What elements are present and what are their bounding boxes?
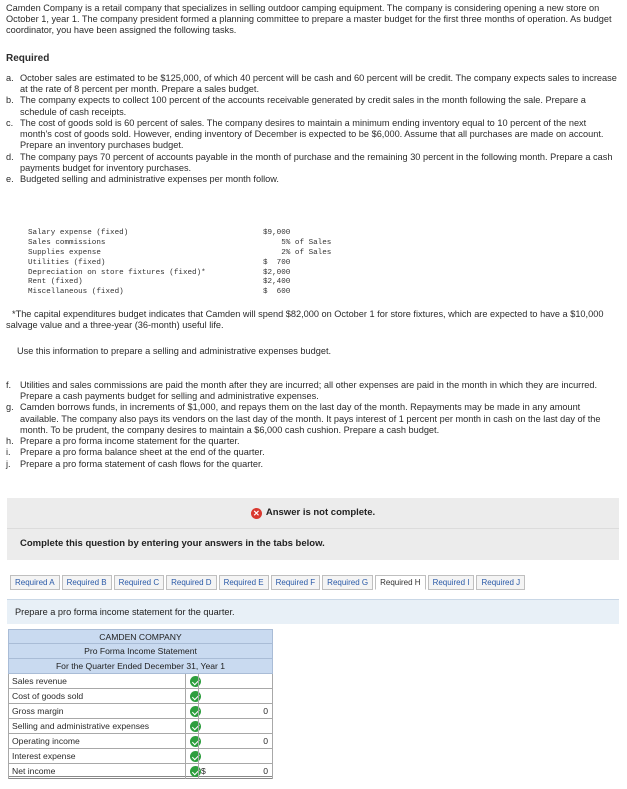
statement-row-gross-margin xyxy=(8,704,273,719)
row-label[interactable]: Interest expense xyxy=(8,749,186,764)
x-circle-icon: ✕ xyxy=(251,508,262,519)
statement-company: CAMDEN COMPANY xyxy=(8,629,273,644)
task-item: c. The cost of goods sold is 60 percent of sales. The company desires to maintain a minimum ending inventory equal to 10 percent of the next month's cost of goods sold. However, ending inventory of December is expected to be $6,000. Assume that all purchases are made on account. Prepare an inventory purchases budget. xyxy=(6,117,604,151)
statement-row-cost-of-goods-sold xyxy=(8,689,273,704)
task-item: j. Prepare a pro forma statement of cash flows for the quarter. xyxy=(6,458,264,469)
task-list-f-j xyxy=(6,380,620,470)
tab-required-c[interactable]: Required C xyxy=(114,575,164,590)
task-item: a. October sales are estimated to be $125,000, of which 40 percent will be cash and 60 percent will be credit. The company expects sales to increase at the rate of 8 percent per month. Prepare a sales budget. xyxy=(6,73,617,95)
tab-prompt: Prepare a pro forma income statement for the quarter. xyxy=(7,599,619,624)
instruction-panel: Complete this question by entering your answers in the tabs below. xyxy=(7,528,619,560)
statement-row-sales-revenue xyxy=(8,674,273,689)
required-tabs xyxy=(10,575,527,590)
expense-row: Supplies expense 2% of Sales xyxy=(28,248,332,257)
tab-required-i[interactable]: Required I xyxy=(428,575,475,590)
tab-required-a[interactable]: Required A xyxy=(10,575,60,590)
row-label[interactable]: Net income xyxy=(8,764,186,779)
expense-row: Rent (fixed) $2,400 xyxy=(28,278,291,287)
answer-status-text: Answer is not complete. xyxy=(265,507,376,519)
row-label[interactable]: Cost of goods sold xyxy=(8,689,186,704)
footnote: *The capital expenditures budget indicates that Camden will spend $82,000 on October 1 for store fixtures, which are expected to have a $10,000 salvage value and a three-year (36-month) useful life. xyxy=(6,309,604,331)
statement-row-interest-expense xyxy=(8,749,273,764)
row-label[interactable]: Sales revenue xyxy=(8,674,186,689)
answer-status-banner xyxy=(7,498,619,528)
amount-input[interactable] xyxy=(198,749,273,764)
expense-row: Salary expense (fixed) $9,000 xyxy=(28,229,291,237)
statement-period: For the Quarter Ended December 31, Year 1 xyxy=(8,659,273,674)
amount-input[interactable] xyxy=(198,689,273,704)
statement-title: Pro Forma Income Statement xyxy=(8,644,273,659)
intro-paragraph: Camden Company is a retail company that specializes in selling outdoor camping equipment. The company is considering opening a new store on October 1, year 1. The company president formed a planning committee to prepare a master budget for the first three months of operation. As budget coordinator, you have been assigned the following tasks. xyxy=(6,3,612,36)
tab-required-d[interactable]: Required D xyxy=(166,575,216,590)
task-item: d. The company pays 70 percent of accounts payable in the month of purchase and the remaining 30 percent in the following month. Prepare a cash payments budget for inventory purchases. xyxy=(6,151,613,173)
task-list-a-e xyxy=(6,73,620,185)
required-heading: Required xyxy=(6,53,50,64)
statement-row-net-income xyxy=(8,764,273,779)
statement-row-selling-admin xyxy=(8,719,273,734)
amount-total: $ 0 xyxy=(198,764,273,779)
tab-required-f[interactable]: Required F xyxy=(271,575,321,590)
row-label[interactable]: Selling and administrative expenses xyxy=(8,719,186,734)
tab-required-h[interactable]: Required H xyxy=(375,575,425,590)
expense-row: Depreciation on store fixtures (fixed)* $2,000 xyxy=(28,268,291,277)
task-item: i. Prepare a pro forma balance sheet at the end of the quarter. xyxy=(6,447,265,458)
expense-row: Miscellaneous (fixed) $ 600 xyxy=(28,288,291,297)
amount-input[interactable] xyxy=(198,674,273,689)
row-label[interactable]: Operating income xyxy=(8,734,186,749)
task-item: f. Utilities and sales commissions are paid the month after they are incurred; all other expenses are paid in the month in which they are incurred. Prepare a cash payments budget for selling and administrative expenses. xyxy=(6,380,598,402)
expense-table xyxy=(28,229,358,298)
expense-row: Utilities (fixed) $ 700 xyxy=(28,258,291,267)
use-info: Use this information to prepare a selling and administrative expenses budget. xyxy=(17,346,332,356)
expense-row: Sales commissions 5% of Sales xyxy=(28,238,332,247)
task-item: g. Camden borrows funds, in increments of $1,000, and repays them on the last day of the month. Repayments may be made in any amount available. The company also pays its vendors on the last day of the month. It pays interest of 1 percent per month in cash on the last day of the month. To be prudent, the company desires to maintain a $6,000 cash cushion. Prepare a cash budget. xyxy=(6,402,601,435)
tab-required-g[interactable]: Required G xyxy=(322,575,373,590)
amount-input[interactable] xyxy=(198,719,273,734)
task-item: h. Prepare a pro forma income statement for the quarter. xyxy=(6,436,240,447)
statement-row-operating-income xyxy=(8,734,273,749)
tab-required-j[interactable]: Required J xyxy=(476,575,525,590)
amount-total: 0 xyxy=(198,704,273,719)
income-statement xyxy=(8,629,273,779)
task-item: e. Budgeted selling and administrative expenses per month follow. xyxy=(6,173,279,184)
tab-required-e[interactable]: Required E xyxy=(219,575,269,590)
row-label[interactable]: Gross margin xyxy=(8,704,186,719)
amount-total: 0 xyxy=(198,734,273,749)
tab-required-b[interactable]: Required B xyxy=(62,575,112,590)
task-item: b. The company expects to collect 100 percent of the accounts receivable generated by credit sales in the month following the sale. Prepare a schedule of cash receipts. xyxy=(6,95,586,117)
